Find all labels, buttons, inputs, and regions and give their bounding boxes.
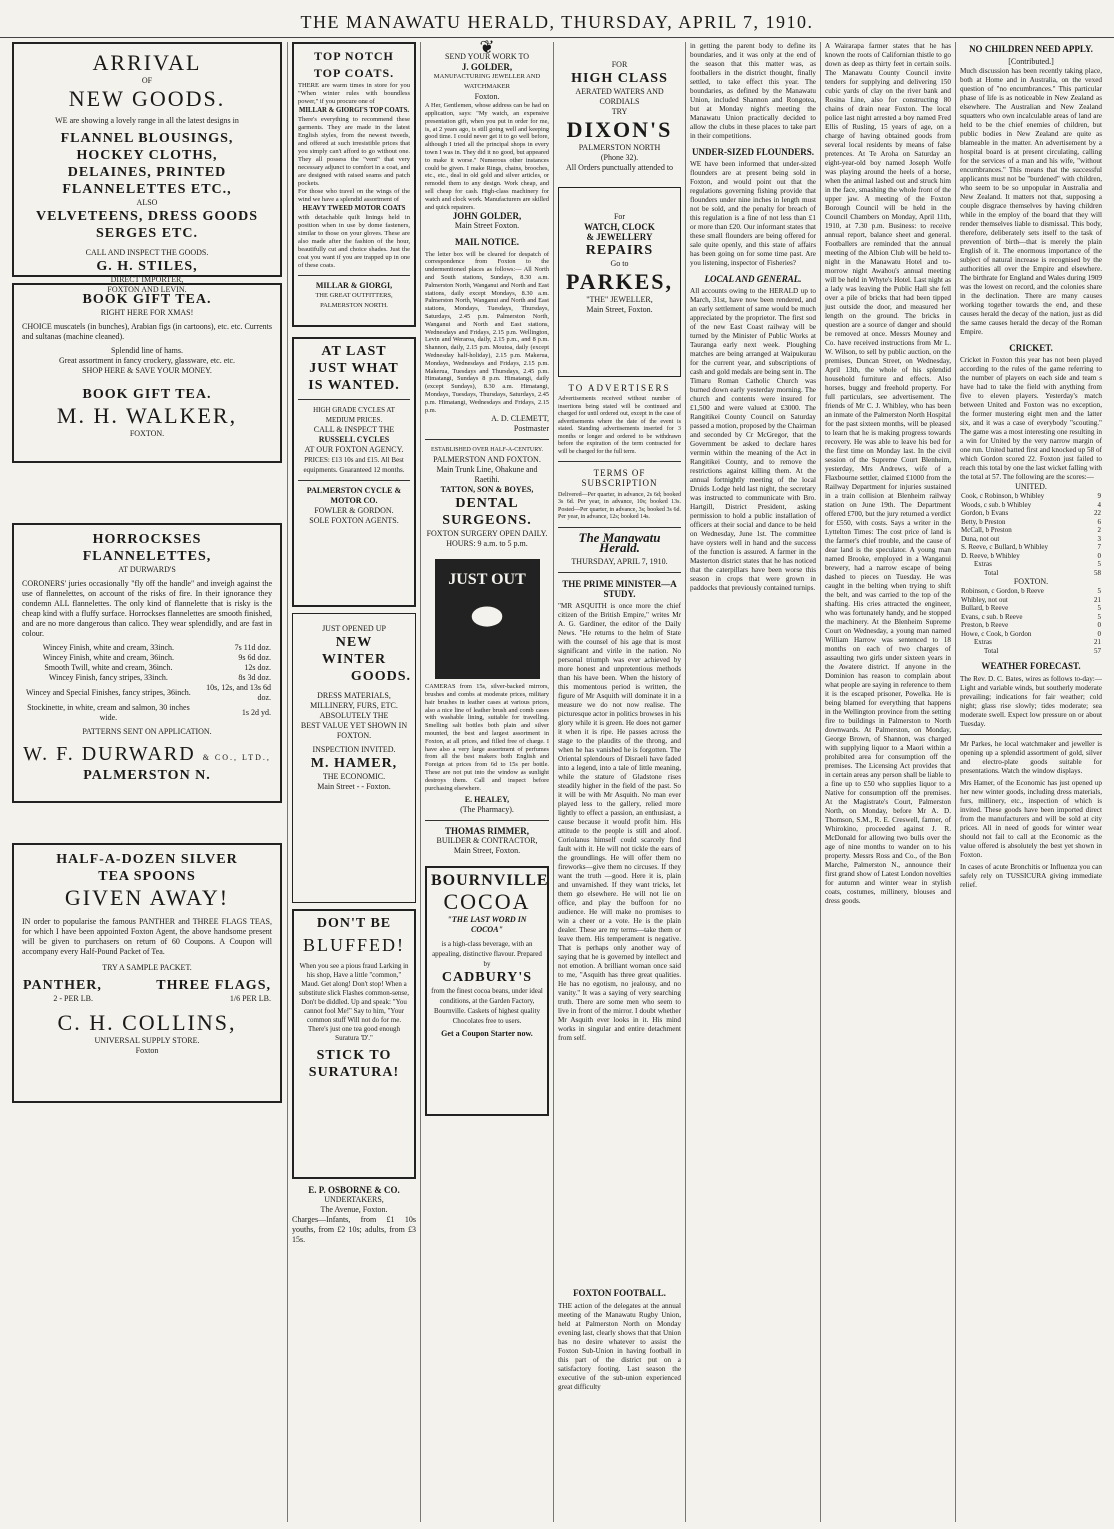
table-row — [22, 703, 272, 723]
ad-text: IN order to popularise the famous PANTHER and THREE FLAGS TEAS, for which I have been appointed Foxton Agent, the above handsome present will be given to purchasers on return of 60 Coupons. A Coupon will accompany every Half-Pound Packet of Tea. — [22, 917, 272, 956]
ad-text: For those who travel on the wings of the wind we have a splendid assortment of — [298, 188, 410, 203]
article-heading: NO CHILDREN NEED APPLY. — [969, 44, 1093, 54]
article-body: in getting the parent body to define its boundaries, and it was only at the end of the season that this matter was, as footballers in the district thought, finally settled, to take effect this year. The boundaries, as defined by the Manawatu Union, included Shannon and Rongotea, but at Monday night's meeting the Manawatu Union practically decided to allow the clubs in these places to take part in their competitions. — [690, 42, 816, 140]
ad-text: Main Street, Foxton. — [453, 846, 521, 856]
ad-text: WE are showing a lovely range in all the latest designs in — [55, 116, 239, 125]
table-cell: Betty, b Preston — [961, 517, 1006, 526]
article-heading: CRICKET. — [1009, 343, 1053, 354]
ad-text: PALMERSTON N. — [83, 768, 211, 783]
ad-text: "THE LAST WORD IN COCOA" — [447, 915, 527, 935]
notice-text: Advertisements received without number of insertions being stated will be continued and charged for until ordered out, except in the case of advertisements where the date of the event is stated. Standing advertisements inserted for 3 months or longer and ordered to be withdrawn before the expiration of the term contracted for will be charged for the full term. — [558, 396, 681, 455]
scorecard — [960, 587, 1102, 655]
ad-text: CALL AND INSPECT THE GOODS. — [85, 248, 209, 257]
divider — [558, 527, 681, 528]
table-row — [960, 569, 1102, 578]
column-2 — [292, 42, 416, 1245]
dentist-ad — [425, 445, 549, 549]
ad-name: J. GOLDER, — [461, 62, 513, 73]
article-heading: UNDER-SIZED FLOUNDERS. — [691, 147, 815, 157]
logo-text: JUST OUT — [448, 571, 526, 589]
divider — [298, 275, 410, 276]
ad-text: OF — [141, 76, 153, 85]
ad-name: THOMAS RIMMER, — [445, 826, 529, 837]
ad-text: FOWLER & GORDON. — [314, 506, 394, 515]
ad-heading: HALF-A-DOZEN SILVER — [56, 852, 238, 867]
ad-text: TRY A SAMPLE PACKET. — [102, 963, 192, 972]
ad-text: JUST OPENED UP — [322, 624, 386, 633]
article-heading: WEATHER FORECAST. — [981, 661, 1081, 672]
table-row — [960, 613, 1102, 622]
column-rule — [820, 42, 821, 1522]
table-cell: 10s, 12s, and 13s 6d doz. — [206, 683, 271, 702]
ad-name: PARKES, — [565, 269, 674, 294]
divider — [558, 572, 681, 573]
ad-text: BEST VALUE YET SHOWN IN — [300, 721, 408, 730]
ad-name: M. H. WALKER, — [56, 403, 238, 428]
ad-text: FOR — [611, 60, 628, 69]
table-cell: 9s 6d doz. — [238, 653, 271, 662]
table-row — [960, 501, 1102, 510]
ad-name — [22, 741, 272, 767]
section-heading: MAIL NOTICE. — [454, 237, 519, 248]
team-name: FOXTON. — [1013, 577, 1049, 587]
table-row — [22, 977, 272, 994]
ad-line: DELAINES, PRINTED — [67, 165, 227, 180]
ad-text: FOXTON SURGERY OPEN DAILY. — [426, 529, 548, 539]
table-row — [22, 653, 272, 663]
ad-text: AT DURWARD'S — [118, 565, 176, 574]
section-heading: TO ADVERTISERS — [568, 383, 671, 393]
ad-text: Main Trunk Line, Ohakune and Raetihi. — [436, 465, 538, 485]
divider — [298, 480, 410, 481]
table-cell: 4 — [1097, 500, 1101, 509]
ad-heading: GOODS. — [350, 669, 411, 684]
table-cell: 1s 2d yd. — [241, 708, 271, 717]
ad-line: HOCKEY CLOTHS, — [76, 148, 218, 163]
article-body: THE action of the delegates at the annual meeting of the Manawatu Rugby Union, held at Palmerston North on Monday evening last, clearly shows that that Union has no desire whatever to assist the Foxton Sub-Union in having football in this part of the district put on a satisfactory footing. Last season the executive of the sub-union experienced great difficulty — [558, 1301, 681, 1391]
column-rule — [685, 42, 686, 1522]
ad-text: TRY — [611, 107, 628, 116]
table-cell: 5 — [1097, 612, 1101, 621]
table-cell: 22 — [1094, 509, 1101, 518]
osborne-ad — [292, 1185, 416, 1245]
ad-text: ALSO — [136, 198, 158, 207]
ad-text: CHOICE muscatels (in bunches), Arabian figs (in cartoons), etc. etc. Currents and sultanas (machine cleaned). — [22, 322, 272, 341]
column-6 — [825, 42, 951, 906]
article-heading: THE PRIME MINISTER—A STUDY. — [562, 579, 677, 600]
ad-text: FOXTON AND LEVIN. — [107, 285, 187, 294]
table-cell: S. Reeve, c Bullard, b Whibley — [961, 543, 1048, 552]
ad-name: E. HEALEY, — [464, 795, 510, 805]
ad-name: E. P. OSBORNE & CO. — [308, 1185, 400, 1195]
ad-name: PALMERSTON CYCLE & MOTOR CO. — [306, 486, 402, 505]
ad-text: MANUFACTURING JEWELLER AND WATCHMAKER — [433, 73, 541, 91]
ad-heading: ARRIVAL — [92, 50, 202, 75]
notice-text: Delivered—Per quarter, in advance, 2s 6d; booked 3s 6d. Per year, in advance, 10s; booked 13s. Posted—Per quarter, in advance, 3s; booked 3s 6d. Per year, in advance, 12s; booked 14s. — [558, 491, 681, 521]
durward-ad — [12, 523, 282, 803]
table-row — [960, 630, 1102, 639]
table-row — [960, 587, 1102, 596]
table-cell: Evans, c sub. b Reeve — [961, 612, 1023, 621]
column-rule — [955, 42, 956, 1522]
column-rule — [553, 42, 554, 1522]
suratura-ad — [292, 909, 416, 1179]
table-row — [960, 560, 1102, 569]
column-5 — [690, 42, 816, 593]
section-heading: LOCAL AND GENERAL. — [704, 274, 802, 285]
team-name: UNITED. — [1015, 482, 1047, 492]
column-3 — [425, 37, 549, 1122]
table-row — [960, 492, 1102, 501]
table-cell: 21 — [1094, 638, 1101, 647]
table-row — [960, 604, 1102, 613]
cocoa-ad — [425, 866, 549, 1116]
ad-heading: AT LAST — [321, 344, 387, 359]
divider — [960, 734, 1102, 735]
ad-text: HIGH GRADE CYCLES AT MEDIUM PRICES. — [313, 406, 395, 424]
ad-text: AERATED WATERS AND — [575, 87, 664, 96]
ad-text: UNDERTAKERS, — [324, 1195, 384, 1204]
table-cell: Wincey Finish, white and cream, 33inch. — [42, 643, 174, 652]
ad-text: ESTABLISHED OVER HALF-A-CENTURY. — [431, 447, 543, 454]
table-cell: 0 — [1097, 621, 1101, 630]
ad-text: "THE" JEWELLER, — [586, 295, 653, 304]
ad-text: Go to — [610, 259, 629, 268]
ornament-icon: ❦ — [479, 37, 495, 57]
ad-name: MILLAR & GIORGI, — [315, 281, 393, 290]
ad-name: DIXON'S — [566, 117, 673, 142]
table-cell: 57 — [1094, 646, 1101, 655]
ad-text: DIRECT IMPORTER, — [110, 275, 184, 284]
ad-heading: NEW GOODS. — [68, 86, 226, 111]
table-row — [960, 596, 1102, 605]
ad-heading: GIVEN AWAY! — [64, 885, 230, 910]
ad-text: RIGHT HERE FOR XMAS! — [100, 308, 194, 317]
ad-heading: TEA SPOONS — [98, 869, 196, 884]
divider — [425, 820, 549, 821]
section-heading: TERMS OF SUBSCRIPTION — [581, 468, 658, 489]
ad-heading: REPAIRS — [585, 243, 654, 258]
table-row — [960, 509, 1102, 518]
masthead: THE MANAWATU HERALD, THURSDAY, APRIL 7, 1910. — [0, 0, 1114, 38]
ad-name-suffix: & CO., LTD., — [202, 753, 271, 762]
column-1 — [12, 42, 282, 1109]
ad-text: Charges—Infants, from £1 10s youths, from £2 10s; adults, from £3 15s. — [292, 1215, 416, 1244]
table-row — [960, 647, 1102, 656]
ad-text: Foxton. — [474, 92, 500, 102]
ad-text: UNIVERSAL SUPPLY STORE. — [94, 1036, 200, 1045]
column-4 — [558, 42, 681, 1392]
ad-heading: HIGH CLASS — [571, 71, 668, 86]
ad-heading: TOP COATS. — [313, 66, 395, 80]
table-cell: McCall, b Preston — [961, 526, 1012, 535]
article-body: The Rev. D. C. Bates, wires as follows to-day:— Light and variable winds, but southerly moderate prevailing; indications for fair weather; cold night; glass rise slowly; tides moderate; sea moderate swell. Expect low pressure on or about Tuesday. — [960, 674, 1102, 728]
ad-text: PALMERSTON NORTH — [578, 143, 661, 152]
ad-name: TATTON, SON & BOYES, — [440, 485, 534, 495]
table-cell: Wincey Finish, white and cream, 36inch. — [42, 653, 174, 662]
ad-text: HEAVY TWEED MOTOR COATS — [302, 205, 406, 212]
ad-heading: IS WANTED. — [308, 378, 400, 393]
table-cell: Duna, not out — [961, 534, 1000, 543]
table-row — [22, 683, 272, 703]
table-row — [22, 994, 272, 1004]
ad-text: Splendid line of hams. — [111, 346, 183, 355]
ad-line: FLANNEL BLOUSINGS, — [60, 131, 234, 146]
newspaper-title: The Manawatu Herald. — [578, 529, 661, 555]
ad-text: A Her, Gentlemen, whose address can be had on application, says: "My watch, an expensive presentation gift, when you put in order for me, is, at 2 years ago, is still going well and keeping good time. I could never get it to go well before, although I tried all the principal shops in every town I was in. They did it no good, but appeared to make it worse." Numerous other instances could be given. I make Rings, chains, brooches, etc., etc., deal in old gold and silver articles, or remodel them to any design. Work cheap, and sell cheap for cash. High-class machinery for watch and clock work. Manufacturers are skilled and quick repairers. — [425, 102, 549, 211]
bag-icon: ⬬ — [471, 596, 503, 637]
collins-ad — [12, 843, 282, 1103]
ad-name-text: W. F. DURWARD — [23, 743, 196, 765]
ad-text: FOXTON. — [129, 429, 165, 438]
ad-heading: TOP NOTCH — [314, 49, 394, 63]
ad-heading: DON'T BE — [316, 916, 392, 931]
ad-text: CORONERS' juries occasionally "fly off the handle" and inveigh against the use of flannelettes, on account of the risks of fire. In their ignorance they condemn ALL flannelettes. The only kind of flannelette that is risky is the cheap kind with a fluffy surface. Horrockses flannelettes are smooth finished, and are no more dangerous than calico. They wear splendidly, and are fast in colour. — [22, 579, 272, 638]
ad-text: PALMERSTON AND FOXTON. — [433, 455, 541, 465]
ad-heading: BOOK GIFT TEA. — [82, 292, 212, 307]
ad-name: A. D. CLEMETT, — [491, 414, 549, 424]
ad-text: There's everything to recommend these garments. They are made in the latest English styles, from the newest tweeds, and offered at such irresistible prices that you simply can't afford to go without one. They all possess the "vent" that very necessary adjunct to comfort in a coat, and are designed with raised seams and patch pockets. — [298, 116, 410, 187]
stiles-ad — [12, 42, 282, 294]
table-cell: Whibley, not out — [961, 595, 1008, 604]
ad-text: (Phone 32). — [600, 153, 639, 162]
table-cell: 9 — [1097, 492, 1101, 501]
article-body: Mr Parkes, he local watchmaker and jeweller is opening up a splendid assortment of gold, silver and electro-plate goods suitable for presentations. Watch the window displays. — [960, 739, 1102, 775]
millar-ad — [292, 42, 416, 327]
table-cell: THREE FLAGS, — [156, 978, 271, 993]
ad-heading: SURGEONS. — [442, 513, 532, 529]
ad-text: PATTERNS SENT ON APPLICATION. — [82, 727, 212, 736]
table-cell: 6 — [1097, 517, 1101, 526]
column-rule — [420, 42, 421, 1522]
ad-text: & JEWELLERY — [586, 232, 653, 242]
ad-heading: HORROCKSES — [92, 532, 202, 547]
ad-heading: STICK TO — [316, 1048, 392, 1063]
scorecard — [960, 492, 1102, 577]
ad-text: THE ECONOMIC. — [322, 772, 386, 781]
ad-name: JOHN GOLDER, — [452, 211, 522, 222]
table-row — [960, 621, 1102, 630]
article-body: In cases of acute Bronchitis or Influenza you can safely rely on TUSSICURA giving immediate relief. — [960, 862, 1102, 889]
walker-ad — [12, 283, 282, 463]
table-cell: 21 — [1094, 595, 1101, 604]
rimmer-ad — [425, 826, 549, 856]
ad-text: Main Street, Foxton. — [586, 305, 653, 314]
ad-line: FLANNELETTES ETC., — [62, 182, 232, 197]
ad-text: FOXTON. — [336, 731, 372, 740]
ad-text: CAMERAS from 15s, silver-backed mirrors, brushes and combs at moderate prices, military hair brushes in leather cases at various prices, also a nice line of leather brush and comb cases with washable lining, suitable for travelling. Smelling salt bottles both plain and silver mounted, the best and largest assortment in Foxton, at all prices, and filled free of charge. I have also a very large assortment of perfumes from all the best makers both English and Foreign at prices from 6d to 15s per bottle. These are not put into the window as sunlight destroys them. Call and inspect before purchasing elsewhere. — [425, 683, 549, 792]
table-cell: 0 — [1097, 551, 1101, 560]
ad-text: Main Street Foxton. — [454, 221, 520, 231]
article-body: WE have been informed that under-sized flounders are at present being sold in Foxton, and would point out that the regulations governing fishing provide that flounders under nine inches in length must not be sold, and the penalty for breach of this regulation is a fine of not less than £1 or more than £20. Our informant states that these small flounders are being offered for sale quite openly, and this state of affairs has been going on for some time past. Are you listening, inspector of Fisheries? — [690, 160, 816, 268]
ad-text: The Avenue, Foxton. — [320, 1205, 388, 1214]
table-row — [960, 552, 1102, 561]
table-row — [960, 543, 1102, 552]
table-cell: 58 — [1094, 568, 1101, 577]
ad-text: (The Pharmacy). — [460, 805, 514, 815]
table-cell: 3 — [1097, 534, 1101, 543]
ad-text: For — [613, 212, 626, 221]
ad-text: with detachable quilt linings held in position when in use by dome fasteners, similar to those on your gloves. These are also made after the fashion of the hour, beautifully cut and choice shades. Just the coat you want if you are trapped up in one of these coats. — [298, 214, 410, 269]
ad-text: DRESS MATERIALS, MILLINERY, FURS, ETC. — [310, 691, 398, 710]
table-cell: Wincey and Special Finishes, fancy stripes, 36inch. — [26, 688, 191, 697]
table-row — [22, 663, 272, 673]
table-cell: Howe, c Cook, b Gordon — [961, 629, 1032, 638]
ad-text: Main Street - - Foxton. — [317, 782, 391, 791]
tea-table — [22, 977, 272, 1004]
article-body: "MR ASQUITH is once more the chief citizen of the British Empire," writes Mr A. G. Gardiner, the editor of the Daily News. "He returns to the helm of State with the counsel of his age that is most significant and virile in the nation. No personal triumph was ever achieved by more honest and unpretentious methods than his have been. When the history of this momentous period is written, the figure of Mr Asquith will dominate it in a measure we do not now realise. The picturesque actor in politics browses in his glory while it is green. He does not garner it when it is ripe. He passes across the stage to the plaudits of the throng, and when he has vanished he is forgotten. The Oriental splendours of Disraeli have faded into a legend, into a tale of little meaning, while the stature of Gladstone rises steadily higher in the field of the past. So it will be with Mr Asquith. No man ever played less to the gallery, relied more lightly to effect a passion, an enthusiast, a cause because it would profit him. His attitude to the people is still and aloof. Coriolanus himself could scarcely find fault with it. He will not tickle the ears of the groundlings. He will offer them no fireworks—give them no circuses. If they want the truth —good. Here it is, plain and unvarnished. If they want tricks, let them go elsewhere. He will not lie on office, and play the buffoon for no audience. He will make no promises to win a cheer or a vote. He is the plain dealer. These are my terms—take them or leave them. His temperament is negative. That is perhaps only another way of saying that he is governed by intellect and not emotion. A brilliant woman once said to me, "Asquith has three great qualities. He has no egotism, no jealousy, and no vanity." It was a saying of very searching truth. There are some men who seem to live in front of the mirror. I doubt whether Mr Asquith ever looks in it. His mind works in singular and entire detachment from self. — [558, 602, 681, 1043]
ad-text: Foxton — [135, 1046, 159, 1055]
ad-text: THERE are warm times in store for you "When winter rules with boundless power," if you procure one of — [298, 82, 410, 105]
table-cell: Smooth Twill, white and cream, 36inch. — [44, 663, 173, 672]
ad-text: ABSOLUTELY THE — [319, 711, 389, 720]
ad-text: When you see a pious fraud Larking in his shop, Have a little "common," Maud. Get along! Don't stop! When a substitute slick Flashes common-sense, Don't be diddled. Up and speak: "You cannot fool Me!" Say to him, "Your common stuff Will not do for me. There's just one tea good enough Suratura 'D'." — [298, 962, 410, 1042]
article-body: Much discussion has been recently taking place, both at Home and in Australia, on the vexed question of "no encumbrances." This particular phase of life is as noticeable in New Zealand as elsewhere. The Australian and New Zealand squatters who own incalculable areas of land are held to be the chief enemies of children, but public bodies in New Zealand are quite as blameable in the matter. An advertisement by a hospital board is at present circulating, calling for the services of a man and his wife, "without encumbrances." This means that the successful applicants must not be "burdened" with children, who seem to be so unpopular in Australia and New Zealand. It matters not that, supposing a couple disgrace themselves by having children while in the employ of the board that they will render themselves liable to dismissal. This body, therefore, deliberately sets itself to the task of prevention of birth—that is merely the plain English of it. The enormous importance of the subject of natural increase is recognised by the authorities all over the Empire and elsewhere. The birthrate for England and Wales during 1909 was the lowest on record, and the colonies share in the declination. There are many causes working together towards the end, and these causes herald the decay of the nation, just as did the same causes herald the decay of the Roman Empire. — [960, 67, 1102, 337]
ad-text: is a high-class beverage, with an appealing, distinctive flavour. Prepared by — [432, 940, 542, 969]
table-cell: 2 — [1097, 526, 1101, 535]
article-body: Mrs Hamer, of the Economic has just opened up her new winter goods, including dress materials, furs, millinery, etc., inspection of which is invited. These goods have been imported direct from the manufacturers and will be sold at city prices. All in need of goods for winter wear should not fail to call at the Economic as the value offered is absolutely the best yet shown in Foxton. — [960, 778, 1102, 859]
ad-heading: BLUFFED! — [302, 935, 405, 955]
divider — [298, 399, 410, 400]
just-out-logo — [435, 559, 540, 679]
table-cell: Bullard, b Reeve — [961, 604, 1009, 613]
ad-name: M. HAMER, — [310, 756, 398, 771]
table-row — [960, 518, 1102, 527]
table-row — [960, 535, 1102, 544]
hamer-ad — [292, 613, 416, 903]
table-cell: Preston, b Reeve — [961, 621, 1009, 630]
ad-heading: DENTAL — [455, 496, 519, 512]
table-cell: Gordon, b Evans — [961, 509, 1009, 518]
table-cell: Cook, c Robinson, b Whibley — [961, 492, 1045, 501]
ad-text: INSPECTION INVITED. — [312, 745, 396, 754]
ad-text: WATCH, CLOCK — [584, 222, 655, 232]
table-cell: 5 — [1097, 604, 1101, 613]
price-table — [22, 643, 272, 723]
table-cell: Woods, c sub. b Whibley — [961, 500, 1032, 509]
ad-text: Great assortment in fancy crockery, glassware, etc. etc. — [58, 356, 236, 365]
golder-ad — [425, 52, 549, 231]
table-cell: Total — [984, 646, 999, 655]
article-body: All accounts owing to the HERALD up to March, 31st, have now been rendered, and an early settlement of same would be much appreciated by the proprietor. The first sod of the new East Coast railway will be turned by the Minister of Public Works at Tauranga early next week. Ploughing matches are being arranged at Waipukurau for the current year, and subscriptions of cash and gold medals are being sent in. The Timaru Roman Catholic Church was burned down early yesterday morning. The church and contents were insured for £1,500 and were valued at £3000. The Rangitikei County Council on Saturday passed a motion, proposed by the Chairman and seconded by Cr McGregor, that the Government be asked to declare hares vermin within the meaning of the Act in Rangitikei County, and to remove the restrictions against killing them. At the annual fortnightly meeting of the local Druids Lodge held last night, the secretary was instructed to communicate with Bro. Hartgill, District President, asking permission to hold a public installation of officers at their social and dance to be held on Wednesday, June 1st. The committee have oysters well in hand and the success of the function is assured. A farmer in the Masterton district states that he has noticed that the caterpillars have been worse this season in crops that were grown in paddocks that previously contained turnips. — [690, 287, 816, 593]
parkes-ad — [558, 187, 681, 377]
divider — [558, 461, 681, 462]
table-cell: Robinson, c Gordon, b Reeve — [961, 587, 1044, 596]
table-cell: D. Reeve, b Whibley — [961, 551, 1020, 560]
table-cell: 5 — [1097, 587, 1101, 596]
ad-heading: NEW — [335, 635, 373, 650]
ad-text: SOLE FOXTON AGENTS. — [309, 516, 399, 525]
ad-text: SEND YOUR WORK TO — [445, 52, 529, 62]
table-cell: PANTHER, — [23, 978, 102, 993]
ad-line: SERGES ETC. — [95, 226, 199, 241]
ad-text: All Orders punctually attended to — [565, 163, 674, 172]
ad-heading: JUST WHAT — [309, 361, 399, 376]
ad-text: PRICES: £13 10s and £15. All Best equipments. Guaranteed 12 months. — [303, 456, 405, 474]
table-row — [22, 643, 272, 653]
ad-name: C. H. COLLINS, — [57, 1010, 237, 1035]
ad-text: HOURS: 9 a.m. to 5 p.m. — [446, 539, 528, 549]
cycles-ad — [292, 337, 416, 607]
table-cell: 2 - PER LB. — [53, 994, 93, 1003]
ad-text: CORDIALS — [599, 97, 640, 106]
table-row — [960, 638, 1102, 647]
ad-heading: BOURNVILLE — [431, 872, 549, 890]
article-body: Cricket in Foxton this year has not been played according to the rules of the game referring to the number of players on each side and team s have had to take the field with anything from five to eleven players. Yesterday's match between United and Foxton was no exception, the former mustering eight men and the latter six, and it was a case of everybody "scouting." The game was a most interesting one resulting in a win for United by the very narrow margin of one run. United batted first and knocked up 58 of which Gordon scored 22. Foxton just failed to reach this total by one the last wicket falling with the total at 57. The following are the scores:— — [960, 356, 1102, 482]
ad-text: SHOP HERE & SAVE YOUR MONEY. — [82, 366, 212, 375]
ad-name: G. H. STILES, — [96, 259, 198, 274]
ad-heading: FLANNELETTES, — [82, 549, 212, 564]
ad-heading: SURATURA! — [308, 1065, 400, 1080]
ad-text: from the finest cocoa beans, under ideal conditions, at the Garden Factory, Bournville. Caskets of highest quality Chocolates free to users. — [431, 987, 543, 1026]
column-rule — [287, 42, 288, 1522]
table-cell: 12s doz. — [244, 663, 271, 672]
ad-text: PALMERSTON NORTH. — [320, 302, 388, 309]
table-cell: Extras — [974, 560, 992, 569]
ad-text: Get a Coupon Starter now. — [441, 1029, 533, 1039]
table-row — [22, 673, 272, 683]
table-cell: Total — [984, 568, 999, 577]
ad-text: THE GREAT OUTFITTERS, — [315, 292, 393, 299]
ad-text: MILLAR & GIORGI'S TOP COATS. — [298, 107, 410, 114]
ad-text: Postmaster — [513, 424, 549, 434]
byline: [Contributed.] — [1008, 57, 1054, 67]
table-cell: Wincey Finish, fancy stripes, 33inch. — [48, 673, 168, 682]
ad-heading: BOOK GIFT TEA. — [82, 387, 212, 402]
article-body: A Wairarapa farmer states that he has known the roots of Californian thistle to go down as deep as thirty feet in certain soils. The Manawatu County Council invite tenders for supplying and delivering 150 cubic yards of clay on the river bank and Rosina Line, also for constructing 80 chains of drain near Foxton. The local police last night arrested a boy named Fred Ellis of Rusling, 15 years of age, on a charge of having obtained goods from several local residents by means of false pretences. At Te Aroha on Saturday an eight-year-old boy named Joseph Wolfe was playing around the heels of a horse, when the animal lashed out and struck him in the face, smashing the whole front of the upper jaw. A meeting of the Foxton Borough Council will be held in the Council Chambers on Monday, April 11th, 1910, at 7.30 p.m. Business: to receive annual report, balance sheet and general. Footballers are reminded that the annual meeting of the Albion Club will be held to-night in the Manawatu Hotel and to-morrow night Awahou's annual meeting will be held in Whyte's Hotel. Last night as a lady was leaving the Public Hall she fell over a pile of bricks that had been tipped just outside the door, and measured her length on the ground. The bricks in question are a source of danger and should be removed at once. Messrs Mouney and Co. have received instructions from Mr L. W. Wilson, to sell by public auction, on the premises, Duncan Street, on Wednesday, April 13th, the whole of his splendid household furniture and effects. Also horses, buggy and freehold property. For full particulars, see advertisement. The friends of Mr C. J. Whibley, who has been an inmate of the Palmerston North Hospital for the past sixteen months, will be pleased to learn that he is making progress towards recovery. He was able to leave his bed for the first time on Monday last. In the civil session of the Supreme Court Blenheim, yesterday, Mrs Andrews, wife of a Flaxbourne settler, claimed £1000 from the Railway Department for injuries sustained in a train collision at Blenheim railway station on June 19th. The Department offered £700, but the jury returned a verdict for £550, with costs. Says a writer in the Lyttelton Times: The cost price of land is the farmer's chief trouble, and the cause of dear land is the speculator. A young man named Brooke, employed in a Wanganui brewery, had a narrow escape of being dashed to pieces on Tuesday. He was caught in the belting when trying to shift the belt, and was carried to the top of the shafting. His cries attracted the engineer, who was fortunately handy, and he stopped the machinery. At the Blenheim Supreme Court on Wednesday, a young man named William Harrow was sentenced to 18 months on each of two charges of assaulting two girls under sixteen years in the Awatere district. If anyone in the Dominion has reason to complain about what people are saying in reference to them it is the escaped prisoner, Powelka. He is being blamed for everything that happens in the Wellington province from the setting fire to buildings in Palmerston to North downwards. At Palmerston, on Monday, George Brown, of Shannon, was charged with supplying liquor to a Maori within a prohibited area for consumption off the premises. The Licensing Act provides that in certain areas any person shall be liable to a fine up to £50 who supplies liquor to a Native for consumption off the premises. At the Magistrate's Court, Palmerston North, on Monday, before Mr A. D. Thomson, S.M., R. E. Creswell, farmer, of Whirokino, proceeded against J. R. McDonald for allowing two bulls over the age of nine months to wander on to his property. Messrs Ross and Co., of the Bon Marche, Palmerston N., announce their first grand show of Latest London novelties for autumn and winter wear in stylish coats, costumes, millinery, blouses and dress goods. — [825, 42, 952, 905]
table-row — [960, 526, 1102, 535]
issue-date: THURSDAY, APRIL 7, 1910. — [571, 557, 668, 567]
ad-text: RUSSELL CYCLES — [318, 435, 390, 444]
ad-text: AT OUR FOXTON AGENCY. — [304, 445, 404, 454]
table-cell: 0 — [1097, 629, 1101, 638]
ad-heading: COCOA — [443, 889, 531, 915]
table-cell: Stockinette, in white, cream and salmon, 30 inches wide. — [27, 703, 190, 722]
table-cell: 7 — [1097, 543, 1101, 552]
article-heading: FOXTON FOOTBALL. — [573, 1288, 666, 1299]
dixon-ad — [558, 60, 681, 173]
divider — [425, 439, 549, 440]
table-cell: 8s 3d doz. — [238, 673, 271, 682]
table-cell: 1/6 PER LB. — [229, 994, 271, 1003]
ad-heading: WINTER — [321, 652, 387, 667]
ad-text: BUILDER & CONTRACTOR, — [436, 836, 538, 846]
table-cell: Extras — [974, 638, 992, 647]
table-cell: 5 — [1097, 560, 1101, 569]
ad-line: VELVETEENS, DRESS GOODS — [35, 209, 259, 224]
mail-notice-text: The letter box will be cleared for despatch of correspondence from Foxton to the undermentioned places as follows:— All North and South stations, Sundays, 8.30 a.m. Palmerston North, Wanganui and North and East stations, daily except Mondays, 8.30 a.m. Palmerston North, Wanganui and North and East stations, Mondays, Tuesdays, Thursdays, Saturdays, 2.45 p.m. Palmerston North, Wanganui and North and East stations, Wednesdays and Fridays, 2.15 p.m. Wellington, Levin and Weraroa, daily, 2.15 p.m., and 8 p.m. Shannon, daily, 2.15 p.m. Moutoa, daily (except Wednesday half-holiday), 2.15 p.m. Makerua, Mondays, Wednesdays and Fridays, 2.15 p.m. Makerua, Tuesdays and Thursdays, 2.45 p.m. Himatangi, Sundays 8 p.m. Himatangi, daily (except Sundays), 8.30 a.m. Himatangi, Mondays, Tuesdays, Thursdays, Saturdays, 2.45 p.m. Himatangi, Wednesdays and Fridays, 2.15 p.m. — [425, 250, 549, 414]
table-cell: 7s 11d doz. — [234, 643, 271, 652]
ad-name: CADBURY'S — [441, 970, 533, 986]
column-7 — [960, 42, 1102, 890]
ad-text: CALL & INSPECT THE — [313, 425, 395, 434]
